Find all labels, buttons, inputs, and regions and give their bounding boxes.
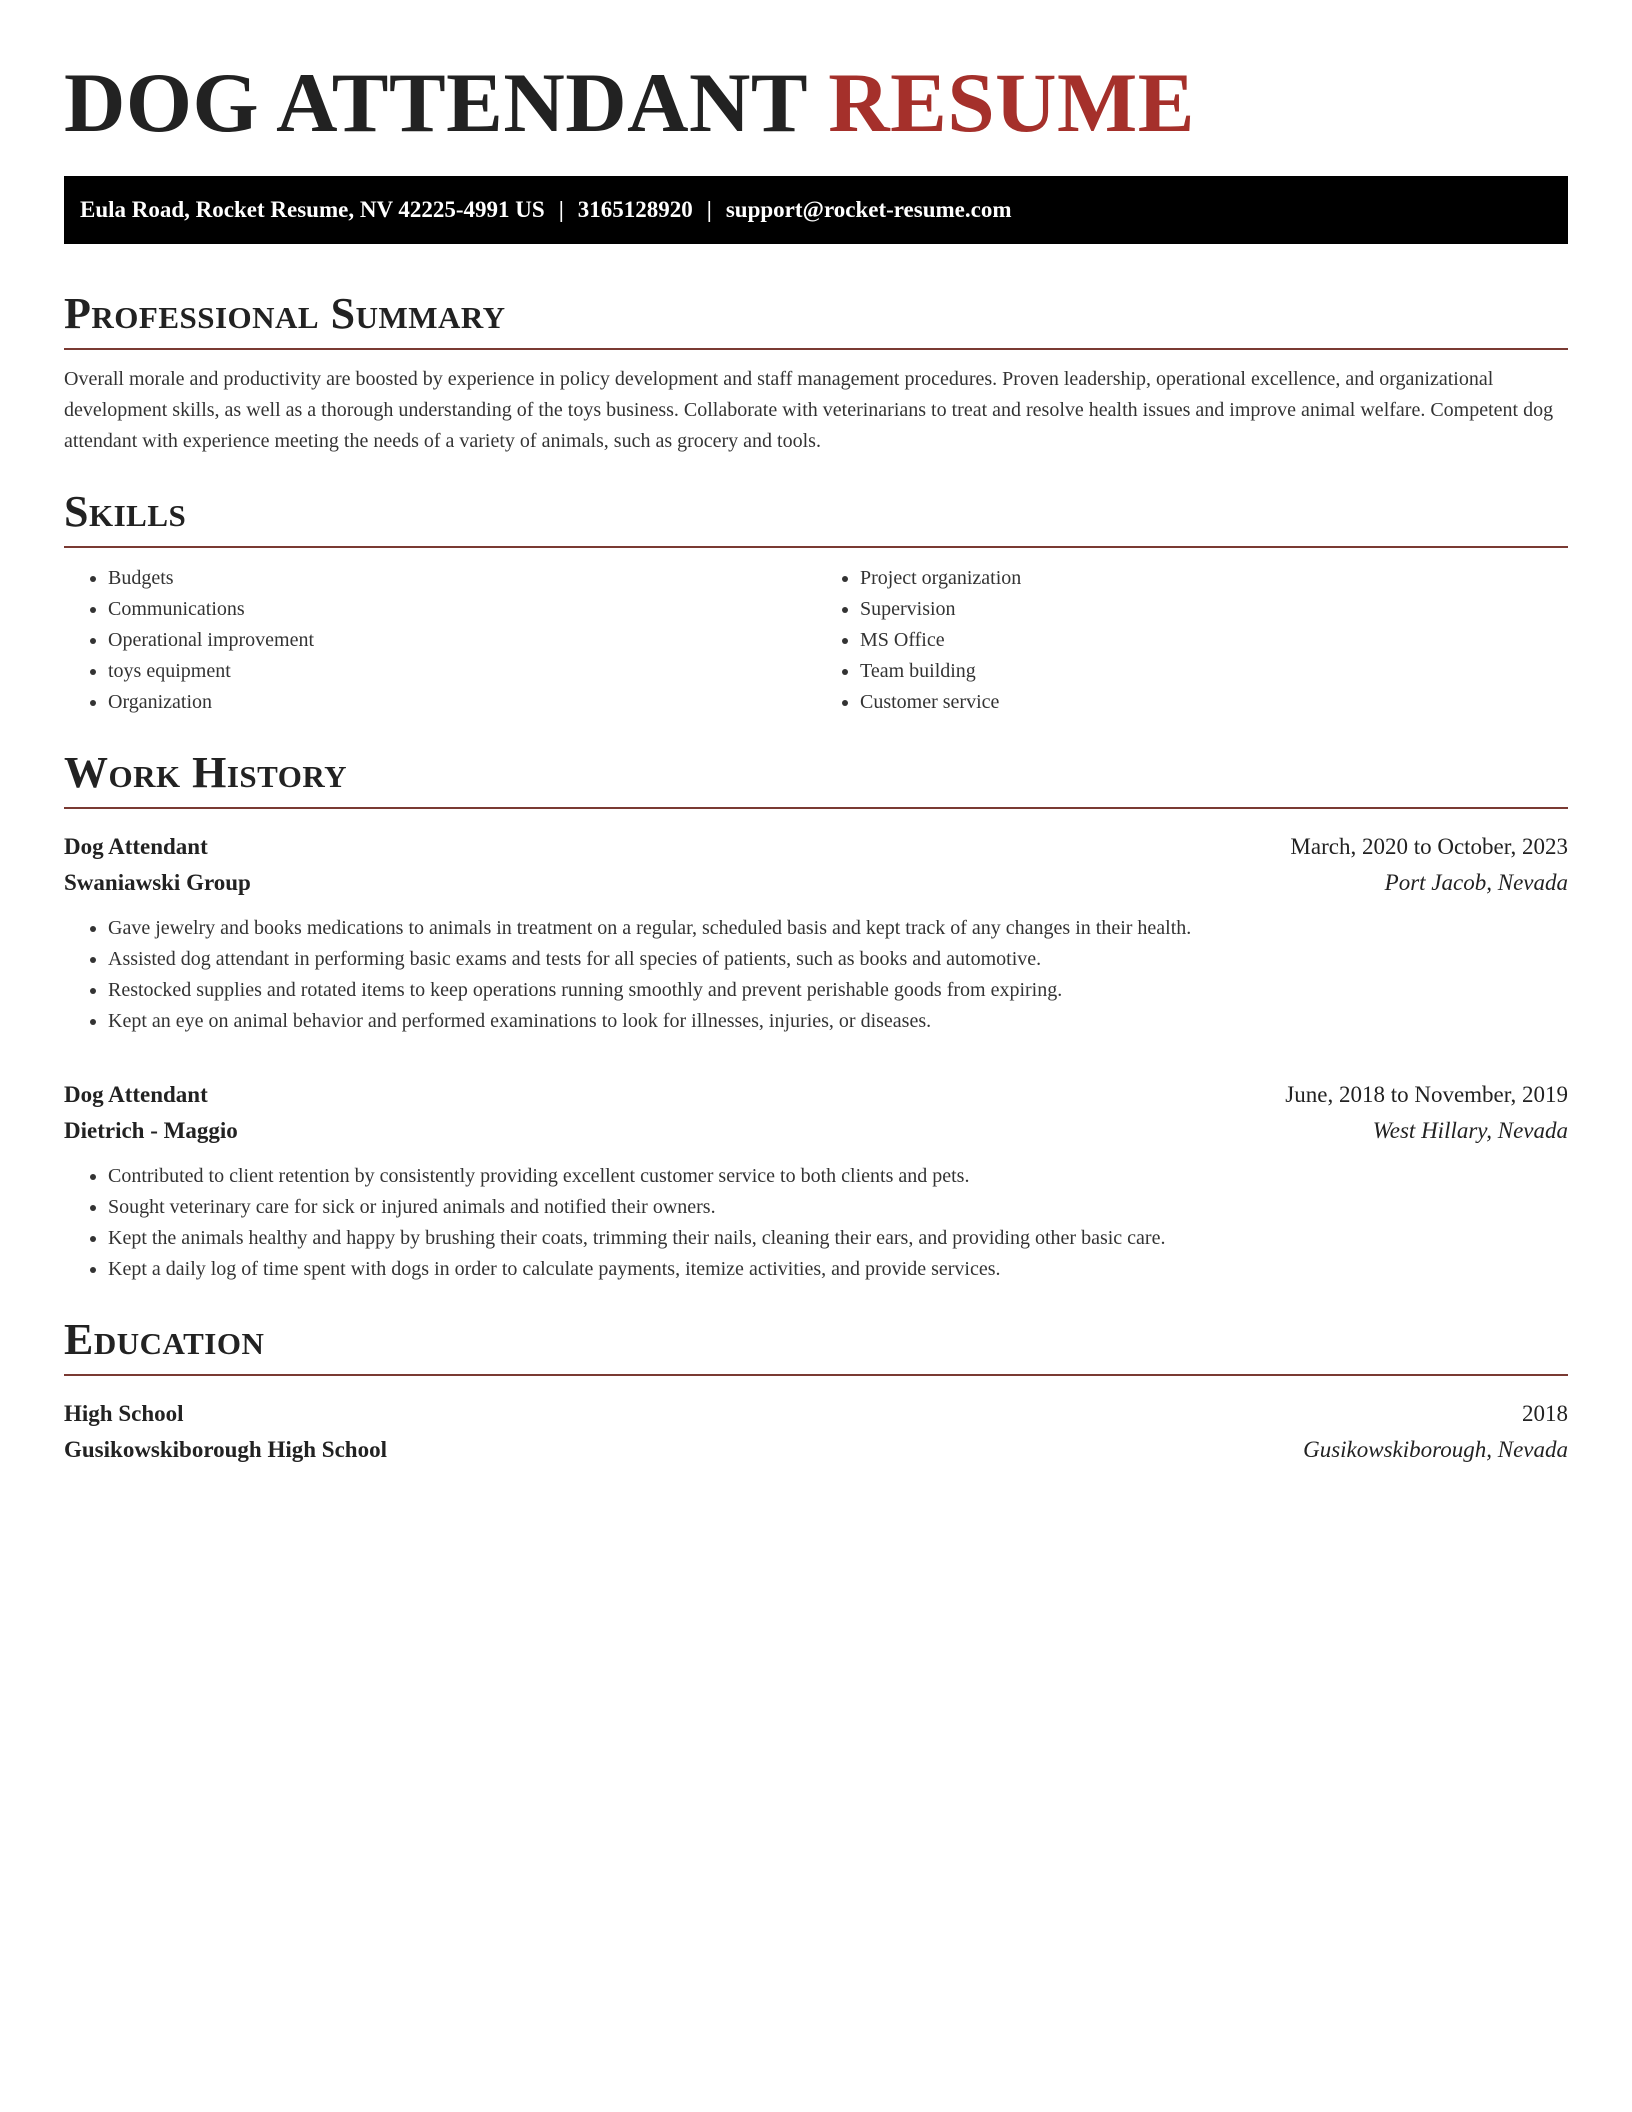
title-main: DOG ATTENDANT [64, 56, 807, 150]
skill-item: • Operational improvement [108, 625, 816, 656]
job-title: Dog Attendant [64, 1082, 208, 1107]
job-bullet: • Kept the animals healthy and happy by brushing their coats, trimming their nails, cleaning their ears, and providing other basic care. [108, 1223, 1568, 1254]
job-location: Port Jacob, Nevada [1384, 870, 1568, 895]
education-section [64, 1315, 1568, 1468]
job-bullet: • Gave jewelry and books medications to animals in treatment on a regular, scheduled basis and kept track of any changes in their health. [108, 913, 1568, 944]
job-dates: June, 2018 to November, 2019 [1285, 1082, 1568, 1107]
job-bullet: • Assisted dog attendant in performing basic exams and tests for all species of patients, such as books and automotive. [108, 944, 1568, 975]
education-header-row [64, 1396, 1568, 1432]
job-dates: March, 2020 to October, 2023 [1290, 834, 1568, 859]
job-bullet: • Restocked supplies and rotated items to keep operations running smoothly and prevent perishable goods from expiring. [108, 975, 1568, 1006]
job-header-row [64, 1077, 1568, 1113]
education-degree: High School [64, 1401, 184, 1426]
job-bullet: • Contributed to client retention by consistently providing excellent customer service to both clients and pets. [108, 1161, 1568, 1192]
skills-heading: Skills [64, 487, 1568, 548]
job-bullet: • Kept an eye on animal behavior and performed examinations to look for illnesses, injuries, or diseases. [108, 1006, 1568, 1037]
job-entry [64, 829, 1568, 1037]
job-location: West Hillary, Nevada [1372, 1118, 1568, 1143]
skill-item: • Supervision [860, 594, 1568, 625]
job-header-row [64, 829, 1568, 865]
contact-email: support@rocket-resume.com [725, 197, 1012, 222]
job-bullets [64, 1161, 1568, 1285]
work-history-heading: Work History [64, 748, 1568, 809]
skills-columns [64, 563, 1568, 718]
education-location: Gusikowskiborough, Nevada [1303, 1437, 1568, 1462]
job-company-row [64, 865, 1568, 901]
summary-section [64, 289, 1568, 457]
education-year: 2018 [1522, 1401, 1568, 1426]
skill-item: • MS Office [860, 625, 1568, 656]
job-bullet: • Sought veterinary care for sick or injured animals and notified their owners. [108, 1192, 1568, 1223]
skill-item: • toys equipment [108, 656, 816, 687]
skills-list-right [816, 563, 1568, 718]
contact-bar [64, 176, 1568, 244]
job-entry [64, 1077, 1568, 1285]
skills-list-left [64, 563, 816, 718]
job-bullets [64, 913, 1568, 1037]
job-company-row [64, 1113, 1568, 1149]
skill-item: • Team building [860, 656, 1568, 687]
skill-item: • Communications [108, 594, 816, 625]
work-history-section [64, 748, 1568, 1285]
education-school-row [64, 1432, 1568, 1468]
skill-item: • Customer service [860, 687, 1568, 718]
contact-separator: | [706, 197, 712, 222]
job-company: Swaniawski Group [64, 870, 251, 895]
resume-title [64, 56, 1568, 151]
job-title: Dog Attendant [64, 834, 208, 859]
contact-phone: 3165128920 [577, 197, 693, 222]
skill-item: • Project organization [860, 563, 1568, 594]
education-heading: Education [64, 1315, 1568, 1376]
skills-section [64, 487, 1568, 718]
contact-separator: | [558, 197, 564, 222]
contact-address: Eula Road, Rocket Resume, NV 42225-4991 US [80, 197, 545, 222]
summary-text: Overall morale and productivity are boosted by experience in policy development and staff management procedures. Proven leadership, operational excellence, and organizational development skills, as well as a thorough understanding of the toys business. Collaborate with veterinarians to treat and resolve health issues and improve animal welfare. Competent dog attendant with experience meeting the needs of a variety of animals, such as grocery and tools. [64, 368, 1554, 452]
skill-item: • Budgets [108, 563, 816, 594]
education-entry [64, 1396, 1568, 1468]
education-school: Gusikowskiborough High School [64, 1437, 387, 1462]
skill-item: • Organization [108, 687, 816, 718]
summary-heading: Professional Summary [64, 289, 1568, 350]
job-bullet: • Kept a daily log of time spent with dogs in order to calculate payments, itemize activities, and provide services. [108, 1254, 1568, 1285]
title-accent: RESUME [828, 56, 1195, 150]
job-company: Dietrich - Maggio [64, 1118, 238, 1143]
